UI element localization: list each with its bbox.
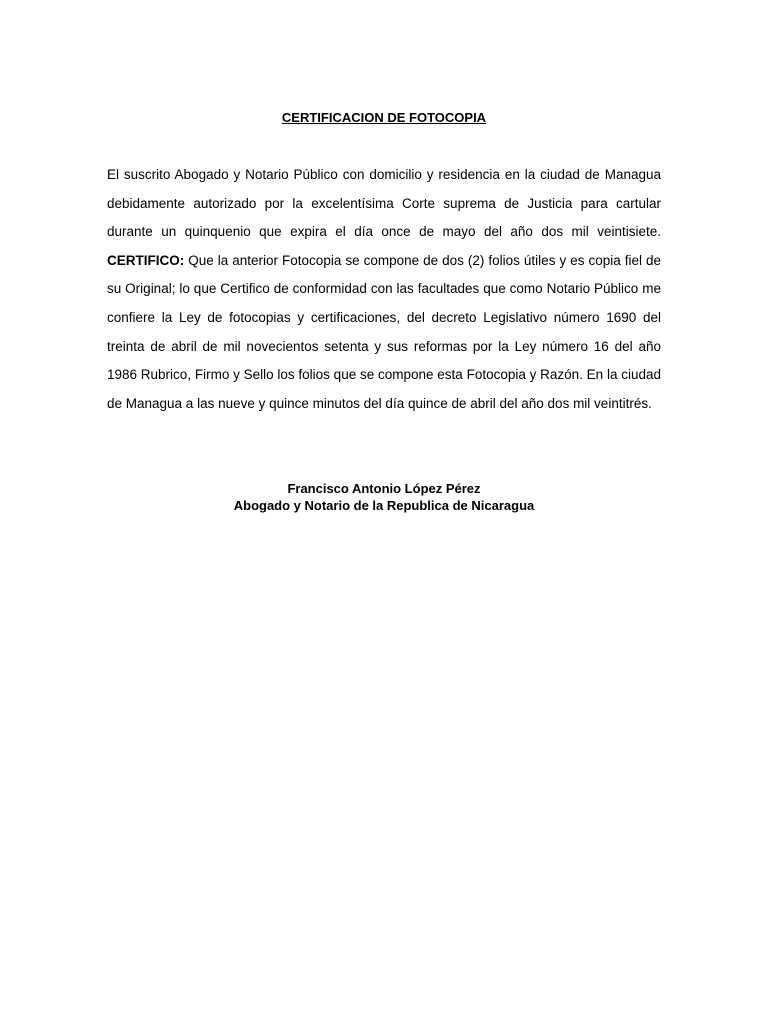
certification-paragraph — [107, 161, 661, 418]
paragraph-text-part2: Que la anterior Fotocopia se compone de dos (2) folios útiles y es copia fiel de su Original; lo que Certifico de conformidad con las facultades que como Notario Público me confiere la Ley de fotocopias y certificaciones, del decreto Legislativo número 1690 del treinta de abril de mil novecientos setenta y sus reformas por la Ley número 16 del año 1986 Rubrico, Firmo y Sello los folios que se compone esta Fotocopia y Razón. En la ciudad de Managua a las nueve y quince minutos del día quince de abril del año dos mil veintitrés. — [107, 252, 661, 411]
paragraph-text-part1: El suscrito Abogado y Notario Público con domicilio y residencia en la ciudad de Managua debidamente autorizado por la excelentísima Corte suprema de Justicia para cartular durante un quinquenio que expira el día once de mayo del año dos mil veintisiete. — [107, 167, 661, 240]
signature-title: Abogado y Notario de la Republica de Nicaragua — [233, 498, 535, 513]
signature-block — [107, 480, 661, 514]
document-title: CERTIFICACION DE FOTOCOPIA — [281, 110, 487, 125]
signature-name: Francisco Antonio López Pérez — [287, 481, 481, 496]
certifico-keyword: CERTIFICO: — [107, 252, 185, 268]
